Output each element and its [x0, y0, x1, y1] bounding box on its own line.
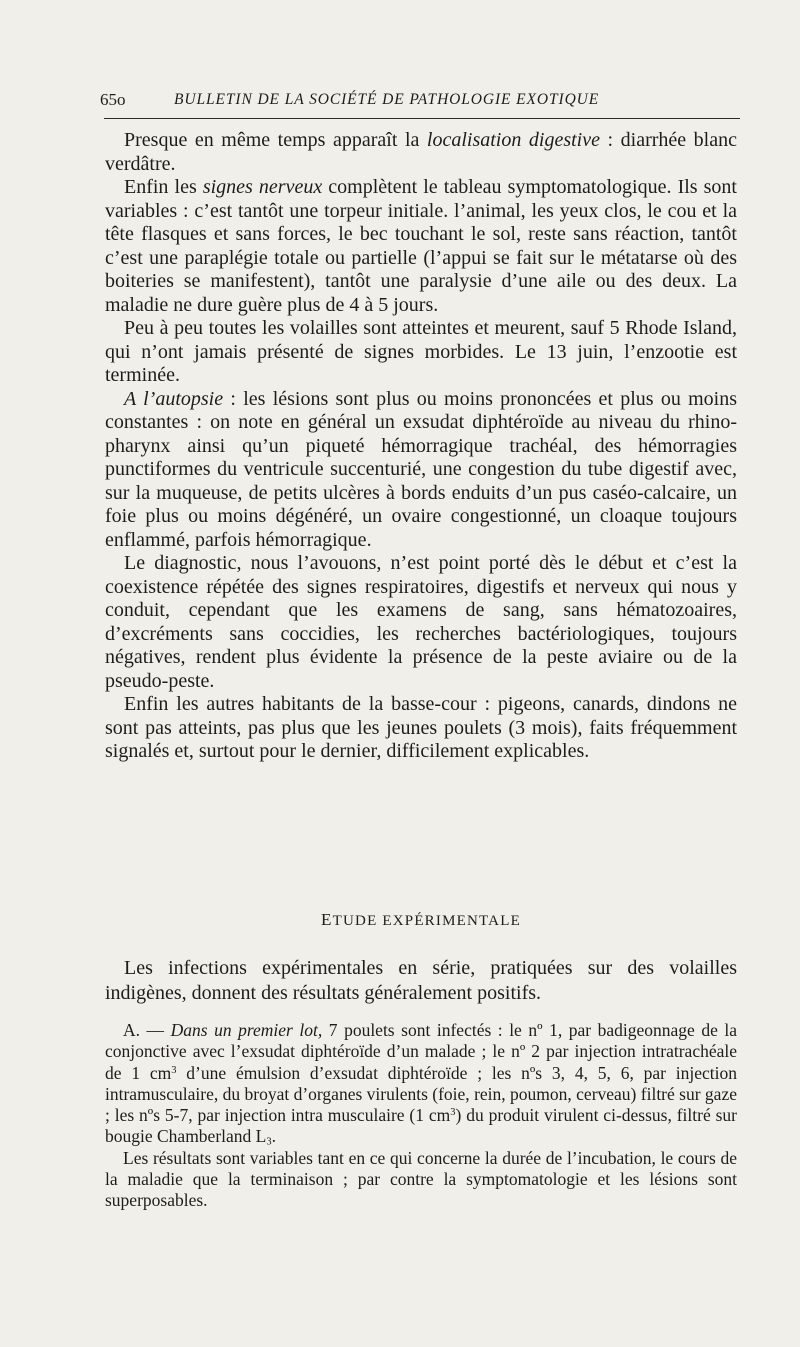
text-run: Enfin les	[124, 176, 203, 198]
paragraph-diagnosis: Le diagnostic, nous l’avouons, n’est point porté dès le début et c’est la coexistence répétée des signes respiratoires, digestifs et nerveux qui nous y conduit, cependant que les examens de sang, sans hématozoaires, d’excréments sans coccidies, les recherches bactériologiques, toujours négatives, rendent plus évidente la présence de la peste aviaire ou de la pseudo-peste.	[105, 552, 737, 692]
header-rule	[104, 118, 740, 119]
paragraph-results: Les résultats sont variables tant en ce qui concerne la durée de l’incubation, le cours de la maladie que la terminaison ; par contre la symptomatologie et les lésions sont superposables.	[105, 1147, 737, 1211]
lead-text: Les infections expérimentales en série, pratiquées sur des volailles indigènes, donnent des résultats généralement positifs.	[105, 957, 737, 1004]
page-number: 65o	[100, 90, 126, 109]
superscript: 3	[450, 1107, 456, 1119]
italic-run: localisation digestive	[426, 129, 600, 151]
text-run: 7 poulets sont infectés : le nº 1, par badigeonnage de la conjonctive avec l’exsudat diphtéroïde d’un malade ; le nº 2 par injection intratrachéale de 1 cm	[105, 1020, 738, 1083]
text-run: Presque en même temps apparaît la	[124, 129, 427, 151]
text-run: : diarrhée blanc verdâtre.	[105, 129, 737, 175]
superscript: 3	[171, 1064, 177, 1076]
paragraph-other-animals: Enfin les autres habitants de la basse-cour : pigeons, canards, dindons ne sont pas atteints, pas plus que les jeunes poulets (3 mois), faits fréquemment signalés et, surtout pour le dernier, difficilement explicables.	[105, 693, 737, 762]
italic-run: signes nerveux	[202, 176, 323, 198]
paragraph-nervous-signs	[105, 176, 737, 317]
section-title-rest: TUDE EXPÉRIMENTALE	[332, 913, 521, 929]
paragraph-digestive	[105, 129, 737, 176]
text-run: : les lésions sont plus ou moins prononcées et plus ou moins constantes : on note en général un exsudat diphtéroïde au niveau du rhino-pharynx ainsi qu’un piqueté hémorragique trachéal, des hémorragies punctiformes du ventricule succenturié, une congestion du tube digestif avec, sur la muqueuse, de petits ulcères à bords enduits d’un pus caséo-calcaire, un foie plus ou moins dégénéré, un ovaire congestionné, un cloaque toujours enflammé, parfois hémorragique.	[105, 387, 737, 551]
section-initial: E	[321, 910, 333, 929]
running-head	[100, 88, 740, 112]
paragraph-mortality: Peu à peu toutes les volailles sont atteintes et meurent, sauf 5 Rhode Island, qui n’ont jamais présenté de signes morbides. Le 13 juin, l’enzootie est terminée.	[105, 317, 737, 386]
italic-run: Dans un premier lot,	[170, 1020, 323, 1040]
subscript: 3	[266, 1137, 272, 1149]
running-title: BULLETIN DE LA SOCIÉTÉ DE PATHOLOGIE EXOTIQUE	[174, 91, 600, 108]
body-text	[105, 129, 737, 764]
small-print-text	[105, 1020, 737, 1212]
text-run: A. —	[123, 1020, 171, 1040]
lead-paragraph	[105, 956, 737, 1006]
italic-run: A l’autopsie	[124, 387, 224, 410]
paragraph-autopsy	[105, 388, 737, 553]
text-run: complètent le tableau symptomatologique. Ils sont variables : c’est tantôt une torpeur initiale. l’animal, les yeux clos, le cou et la tête flasques et sans forces, le bec touchant le sol, reste sans réaction, tantôt c’est une paraplégie totale ou partielle (l’appui se fait sur le métatarse où des boiteries se manifestent), tantôt une paralysie d’une aile ou des deux. La maladie ne dure guère plus de 4 à 5 jours.	[105, 176, 737, 316]
text-run: .	[271, 1126, 276, 1147]
section-heading	[105, 910, 737, 930]
text-run: ) du produit virulent ci-dessus, filtré sur bougie Chamberland L	[105, 1105, 737, 1147]
paragraph-first-lot	[105, 1020, 737, 1148]
text-run: d’une émulsion d’exsudat diphtéroïde ; les nºs 3, 4, 5, 6, par injection intramusculaire, du broyat d’organes virulents (foie, rein, poumon, cerveau) filtré sur gaze ; les nºs 5-7, par injection intra musculaire (1 cm	[105, 1062, 737, 1126]
